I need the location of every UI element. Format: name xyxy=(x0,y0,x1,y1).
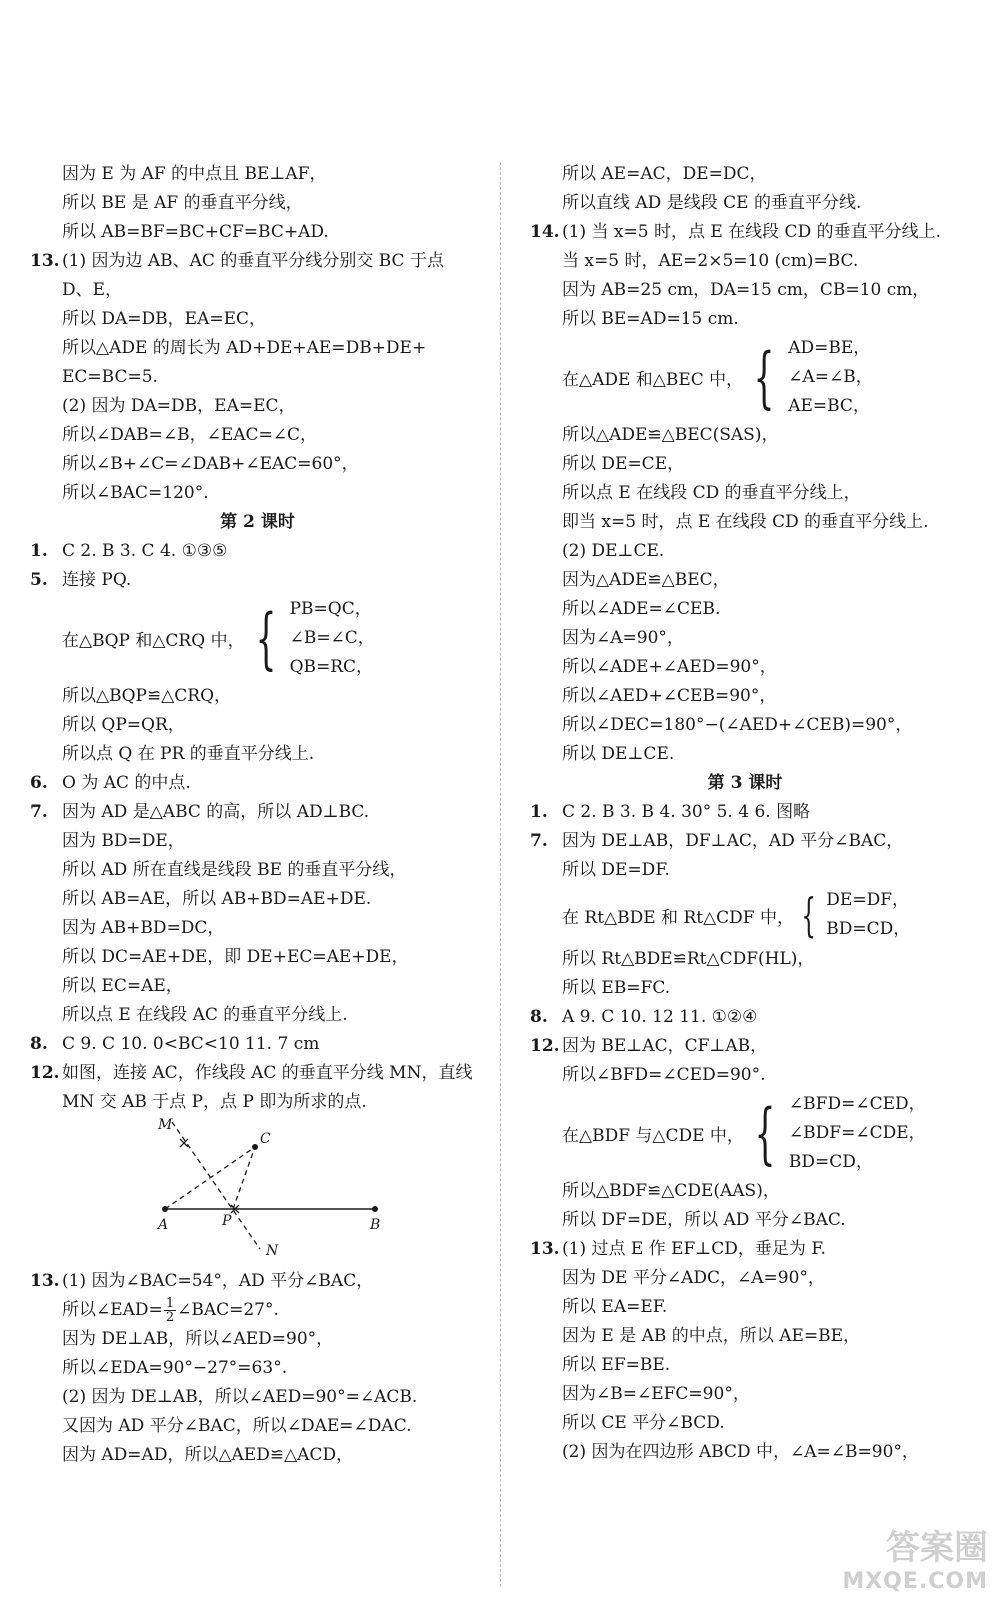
question-line xyxy=(30,247,485,276)
question-number: 8. xyxy=(530,1007,548,1027)
brace-symbol: { xyxy=(255,599,277,677)
system-row: ∠BFD=∠CED， xyxy=(788,1094,926,1114)
text-line: 所以∠ADE=∠CEB. xyxy=(562,599,721,619)
text-line: 所以 EC=AE， xyxy=(62,976,183,996)
label-b: B xyxy=(370,1217,381,1233)
equation-system xyxy=(30,595,485,682)
text-line: 所以 DF=DE，所以 AD 平分∠BAC. xyxy=(562,1210,846,1230)
question-line xyxy=(30,566,485,595)
brace-symbol: { xyxy=(801,888,816,942)
question-text: 因为 DE⊥AB，DF⊥AC，AD 平分∠BAC， xyxy=(562,831,904,851)
text-line: 因为 AD=AD，所以△AED≌△ACD， xyxy=(62,1445,354,1465)
equation-system xyxy=(530,1090,960,1177)
text-line: 因为∠B=∠EFC=90°， xyxy=(562,1384,750,1404)
text-line: D、E， xyxy=(62,280,123,300)
text-line: 所以 DA=DB，EA=EC， xyxy=(62,309,267,329)
question-text: 如图，连接 AC，作线段 AC 的垂直平分线 MN，直线 xyxy=(62,1063,473,1083)
system-row: ∠BDF=∠CDE， xyxy=(788,1123,926,1143)
text-line: 因为 AB+BD=DC， xyxy=(62,918,225,938)
question-line xyxy=(30,769,485,798)
label-c: C xyxy=(260,1131,271,1147)
question-line xyxy=(530,1003,960,1032)
equation-system xyxy=(530,885,960,945)
system-row: AD=BE， xyxy=(788,338,871,358)
question-line xyxy=(30,537,485,566)
system-row: BD=CD， xyxy=(826,919,911,939)
text-line: (2) 因为在四边形 ABCD 中，∠A=∠B=90°， xyxy=(562,1442,919,1462)
text-line: 所以∠DAB=∠B，∠EAC=∠C， xyxy=(62,425,318,445)
text-line: 因为 AB=25 cm，DA=15 cm，CB=10 cm， xyxy=(562,280,930,300)
text-line: 因为△ADE≌△BEC， xyxy=(562,570,730,590)
text-line: (2) 因为 DE⊥AB，所以∠AED=90°=∠ACB. xyxy=(62,1387,418,1407)
question-number: 13. xyxy=(30,251,60,271)
text-line: 所以△ADE 的周长为 AD+DE+AE=DB+DE+ xyxy=(62,338,427,358)
text-line: 即当 x=5 时，点 E 在线段 CD 的垂直平分线上. xyxy=(562,512,929,532)
question-number: 6. xyxy=(30,773,48,793)
question-number: 12. xyxy=(530,1036,560,1056)
text-line: 因为 DE 平分∠ADC，∠A=90°， xyxy=(562,1268,825,1288)
system-row: QB=RC， xyxy=(289,657,374,677)
text-line: 所以直线 AD 是线段 CE 的垂直平分线. xyxy=(562,193,862,213)
system-row: BD=CD， xyxy=(788,1152,873,1172)
segment-pc xyxy=(233,1147,255,1209)
text-line: 所以 AB=BF=BC+CF=BC+AD. xyxy=(62,222,329,242)
watermark-text: MXQE.COM xyxy=(842,1569,988,1594)
point-c xyxy=(252,1144,258,1150)
text-line: MN 交 AB 于点 P，点 P 即为所求的点. xyxy=(62,1092,367,1112)
text-line: 所以 Rt△BDE≌Rt△CDF(HL)， xyxy=(562,949,815,969)
question-number: 12. xyxy=(30,1063,60,1083)
question-number: 1. xyxy=(530,802,548,822)
question-text: C 2. B 3. B 4. 30° 5. 4 6. 图略 xyxy=(562,802,811,822)
text-line: 所以∠B+∠C=∠DAB+∠EAC=60°， xyxy=(62,454,359,474)
text-line: 所以 EB=FC. xyxy=(562,978,671,998)
question-number: 7. xyxy=(30,802,48,822)
text-line: 所以点 Q 在 PR 的垂直平分线上. xyxy=(62,744,315,764)
question-line xyxy=(30,798,485,827)
label-a: A xyxy=(158,1217,169,1233)
text-line: 所以 DE=DF. xyxy=(562,860,670,880)
text-line: 所以△BDF≌△CDE(AAS)， xyxy=(562,1181,780,1201)
question-line xyxy=(530,1235,960,1264)
line-text: ∠BAC=27°. xyxy=(177,1300,279,1320)
figure-container xyxy=(30,1117,485,1267)
fraction xyxy=(164,1297,176,1324)
question-text: 因为 AD 是△ABC 的高，所以 AD⊥BC. xyxy=(62,802,370,822)
question-number: 14. xyxy=(530,222,560,242)
text-line: 因为 BD=DE， xyxy=(62,831,185,851)
text-line: 所以 AB=AE，所以 AB+BD=AE+DE. xyxy=(62,889,372,909)
system-row: PB=QC， xyxy=(289,599,372,619)
question-line xyxy=(30,1030,485,1059)
system-rows xyxy=(789,1090,926,1177)
question-number: 7. xyxy=(530,831,548,851)
system-lead: 在△BDF 与△CDE 中， xyxy=(562,1126,744,1146)
text-line: EC=BC=5. xyxy=(62,367,158,387)
text-line: 所以 BE=AD=15 cm. xyxy=(562,309,739,329)
line-text: 所以∠EAD= xyxy=(62,1300,163,1320)
question-line xyxy=(530,218,960,247)
text-line: 所以△BQP≌△CRQ， xyxy=(62,686,232,706)
system-row: DE=DF， xyxy=(826,890,909,910)
brace-symbol: { xyxy=(754,1094,776,1172)
question-text: (1) 因为∠BAC=54°，AD 平分∠BAC， xyxy=(62,1271,374,1291)
question-number: 1. xyxy=(30,541,48,561)
text-line: 所以点 E 在线段 AC 的垂直平分线上. xyxy=(62,1005,348,1025)
watermark-logo xyxy=(842,1520,988,1594)
text-line: 因为∠A=90°， xyxy=(562,628,684,648)
text-line: 所以 QP=QR， xyxy=(62,715,185,735)
question-line xyxy=(530,827,960,856)
text-line: 所以∠AED+∠CEB=90°， xyxy=(562,686,777,706)
fraction-numerator: 1 xyxy=(165,1296,175,1311)
system-rows xyxy=(290,595,375,682)
text-line: (2) 因为 DA=DB，EA=EC， xyxy=(62,396,296,416)
text-line: 所以∠EDA=90°−27°=63°. xyxy=(62,1358,288,1378)
question-text: (1) 过点 E 作 EF⊥CD，垂足为 F. xyxy=(562,1239,826,1259)
text-line: 因为 E 为 AF 的中点且 BE⊥AF， xyxy=(62,164,327,184)
fraction-denominator: 2 xyxy=(165,1310,175,1325)
text-line: 所以 AD 所在直线是线段 BE 的垂直平分线， xyxy=(62,860,407,880)
text-line xyxy=(30,1296,485,1325)
system-rows xyxy=(788,334,873,421)
question-line xyxy=(530,1032,960,1061)
text-line: 所以 AE=AC，DE=DC， xyxy=(562,164,767,184)
label-m: M xyxy=(158,1117,173,1133)
section-heading: 第 3 课时 xyxy=(707,773,783,793)
point-b xyxy=(372,1206,378,1212)
system-rows xyxy=(826,886,910,944)
point-a xyxy=(162,1206,168,1212)
question-text: C 2. B 3. C 4. ①③⑤ xyxy=(62,541,228,561)
text-line: 当 x=5 时，AE=2×5=10 (cm)=BC. xyxy=(562,251,859,271)
question-text: (1) 当 x=5 时，点 E 在线段 CD 的垂直平分线上. xyxy=(562,222,942,242)
segment-ac xyxy=(165,1147,255,1209)
text-line: 所以 EF=BE. xyxy=(562,1355,671,1375)
equation-system xyxy=(530,334,960,421)
text-line: 所以∠ADE+∠AED=90°， xyxy=(562,657,777,677)
question-text: (1) 因为边 AB、AC 的垂直平分线分别交 BC 于点 xyxy=(62,251,444,271)
question-text: 因为 BE⊥AC，CF⊥AB， xyxy=(562,1036,768,1056)
text-line: 所以 DE⊥CE. xyxy=(562,744,675,764)
system-lead: 在△ADE 和△BEC 中， xyxy=(562,370,744,390)
text-line: 所以△ADE≌△BEC(SAS)， xyxy=(562,425,779,445)
text-line: 因为 E 是 AB 的中点，所以 AE=BE， xyxy=(562,1326,861,1346)
system-row: AE=BC， xyxy=(788,396,870,416)
text-line: 又因为 AD 平分∠BAC，所以∠DAE=∠DAC. xyxy=(62,1416,412,1436)
label-p: P xyxy=(222,1213,232,1229)
column-divider xyxy=(500,162,501,1587)
system-row: ∠A=∠B， xyxy=(788,367,873,387)
text-line: 因为 DE⊥AB，所以∠AED=90°， xyxy=(62,1329,334,1349)
text-line: 所以点 E 在线段 CD 的垂直平分线上， xyxy=(562,483,861,503)
system-row: ∠B=∠C， xyxy=(289,628,375,648)
section-heading: 第 2 课时 xyxy=(220,512,295,532)
text-line: 所以∠BAC=120°. xyxy=(62,483,209,503)
geometry-figure xyxy=(100,1117,420,1262)
question-text: C 9. C 10. 0<BC<10 11. 7 cm xyxy=(62,1034,320,1054)
question-number: 13. xyxy=(30,1271,60,1291)
text-line: 所以∠DEC=180°−(∠AED+∠CEB)=90°， xyxy=(562,715,913,735)
question-number: 8. xyxy=(30,1034,48,1054)
text-line: 所以 DC=AE+DE，即 DE+EC=AE+DE， xyxy=(62,947,409,967)
text-line: 所以 EA=EF. xyxy=(562,1297,668,1317)
left-column xyxy=(30,160,485,1470)
question-line xyxy=(530,798,960,827)
text-line: 所以 BE 是 AF 的垂直平分线， xyxy=(62,193,303,213)
question-number: 13. xyxy=(530,1239,560,1259)
question-text: O 为 AC 的中点. xyxy=(62,773,191,793)
label-n: N xyxy=(266,1243,279,1259)
text-line: (2) DE⊥CE. xyxy=(562,541,665,561)
text-line: 所以 CE 平分∠BCD. xyxy=(562,1413,725,1433)
question-text: A 9. C 10. 12 11. ①②④ xyxy=(562,1007,758,1027)
text-line: 所以∠BFD=∠CED=90°. xyxy=(562,1065,766,1085)
question-line xyxy=(30,1267,485,1296)
question-line xyxy=(30,1059,485,1088)
text-line: 所以 DE=CE， xyxy=(562,454,685,474)
system-lead: 在△BQP 和△CRQ 中， xyxy=(62,631,245,651)
right-column xyxy=(530,160,960,1467)
logo-text: 答案圈 xyxy=(886,1528,988,1568)
brace-symbol: { xyxy=(753,338,775,416)
system-lead: 在 Rt△BDE 和 Rt△CDF 中， xyxy=(562,907,794,928)
question-number: 5. xyxy=(30,570,48,590)
question-text: 连接 PQ. xyxy=(62,570,132,590)
